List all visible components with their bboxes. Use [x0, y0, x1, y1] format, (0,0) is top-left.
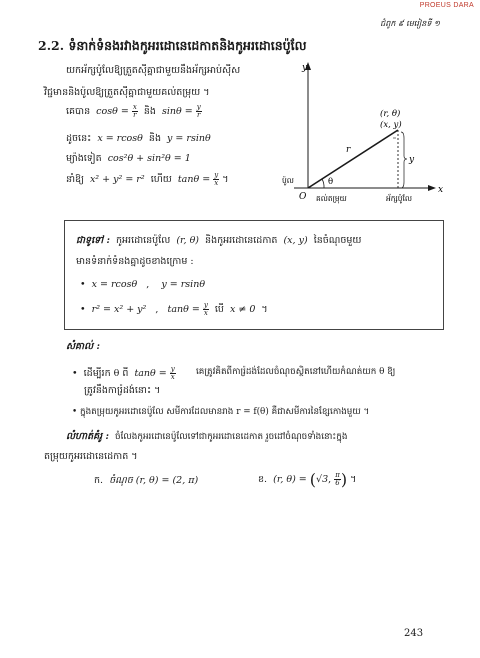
summary-eq-x: x = rcosθ [91, 279, 138, 290]
example-b-fraction [334, 472, 341, 487]
summary-cartesian-word: និងកូអរដោនេដេកាត [205, 235, 278, 246]
summary-bullet-2 [80, 302, 268, 317]
intro-line-6-mid: ហើយ [150, 174, 172, 185]
theta-label: θ [328, 177, 334, 187]
intro-line-3 [66, 104, 202, 119]
example-line-1 [66, 430, 347, 444]
intro-line-4 [66, 132, 211, 145]
remark-1-num: y [170, 365, 175, 373]
summary-tan-num: y [203, 301, 208, 309]
y-brace [401, 132, 407, 188]
point-polar-label: (r, θ) [380, 109, 401, 119]
section-title: 2.2. ទំនាក់ទំនងរវាងកូអរដោនេដេកាតនិងកូអរដោនេប៉ូលែ [38, 38, 307, 53]
example-b-lhs: (r, θ) = [273, 474, 307, 485]
remark-1-line-1 [72, 366, 176, 381]
summary-tan-fraction [203, 302, 209, 317]
summary-polar-coord: (r, θ) [176, 235, 199, 246]
example-a-label: ក. [94, 475, 104, 486]
remark-1-den: x [170, 373, 175, 381]
r-label: r [346, 145, 351, 155]
y-axis-label: y [302, 63, 308, 73]
polar-cartesian-figure [280, 58, 460, 208]
example-part-a [94, 474, 198, 487]
origin-label: O [299, 192, 307, 202]
sin-den: r [197, 111, 201, 119]
example-b-num: π [335, 471, 340, 479]
and-word: និង [143, 106, 156, 117]
tan-label: tanθ = [177, 174, 211, 185]
summary-point-word: នៃចំណុចមួយ [313, 235, 362, 246]
pole-label: ប៉ូល [282, 176, 294, 185]
remark-2 [72, 406, 369, 419]
summary-eq-y: y = rsinθ [161, 279, 206, 290]
intro-line-1: យកអ័ក្សប៉ូលែឱ្យត្រួតស៊ីគ្នាជាមួយនឹងអ័ក្សអាប់ស៊ីស [66, 65, 241, 76]
summary-sep-2: , [155, 304, 159, 315]
summary-line-2: មានទំនាក់ទំនងគ្នាដូចខាងក្រោម : [76, 256, 194, 267]
summary-cond-word: បើ [214, 304, 224, 315]
chapter-header: ជំពូក ៩ មេរៀនទី ១ [380, 19, 440, 28]
summary-line-1 [76, 234, 361, 247]
example-b-sqrt: √3 [316, 474, 329, 485]
example-b-label: ខ. [258, 474, 268, 485]
eq-x-rcos: x = rcosθ [97, 133, 143, 144]
summary-sep-1: , [146, 279, 150, 290]
remark-1-b: គេត្រូវគិតពីការ៉្រដង់ដែលចំណុចស្ថិតនៅហើយកំណត់យក θ ឱ្យ [196, 367, 396, 377]
tan-den: x [214, 179, 219, 187]
remark-1-c: ត្រូវនឹងការ៉្រដង់នោះ ។ [84, 385, 161, 396]
example-text-2: តម្រុយកូអរដោនេដេកាត ។ [44, 451, 138, 462]
remark-1-fraction [170, 366, 176, 381]
remark-1-tan: tanθ = [134, 368, 167, 379]
intro-line-2: វិជ្ជមាននិងប៉ូលឱ្យត្រួតស៊ីគ្នាជាមួយគល់តម្រុយ ។ [44, 87, 210, 98]
summary-tan-label: tanθ = [167, 304, 200, 315]
summary-cartesian-coord: (x, y) [283, 235, 308, 246]
intro-line-3-lead: គេបាន [66, 106, 91, 117]
x-axis-label: x [438, 185, 444, 195]
left-paren: ( [309, 470, 317, 489]
angle-arc [322, 179, 324, 188]
sin-num: y [196, 103, 201, 111]
end-mark: ។ [222, 174, 229, 185]
summary-cond: x ≠ 0 [229, 304, 256, 315]
example-a-text: ចំណុច (r, θ) = (2, π) [109, 475, 199, 486]
intro-line-5 [66, 152, 191, 165]
intro-line-5-lead: ម្យ៉ាងទៀត [66, 153, 102, 164]
example-heading: លំហាត់គំរូ : [66, 431, 109, 442]
remark-1-a: ដើម្បីរក θ ពី [83, 368, 129, 379]
y-segment-label: y [409, 155, 415, 165]
summary-end: ។ [261, 304, 268, 315]
summary-polar-word: កូអរដោនេប៉ូលែ [116, 235, 171, 246]
cos-fraction [132, 104, 138, 119]
cos-num: x [132, 103, 137, 111]
initial-ray-label: គល់តម្រុយ [316, 194, 347, 203]
summary-heading: ជាទូទៅ : [76, 235, 110, 246]
remarks-heading: សំគាល់ : [66, 341, 100, 352]
summary-bullet-1 [80, 278, 205, 291]
example-part-b: ខ. (r, θ) = (√3, $\frac{\pi}{6}$ ) ។ [258, 470, 357, 489]
example-b-den: 6 [335, 479, 340, 487]
example-text-1: ចំលែងកូអរដោនេប៉ូលែទៅជាកូអរដោនេដេកាត រួចដៅចំណុចទាំងនោះក្នុង [115, 432, 348, 442]
tan-fraction [213, 172, 219, 187]
brand-watermark: PROEUS DARA [419, 2, 474, 9]
intro-line-4-lead: ដូចនេះ [66, 133, 92, 144]
summary-tan-den: x [203, 309, 208, 317]
page-number: 243 [404, 628, 424, 639]
summary-eq-r2: r² = x² + y² [91, 304, 147, 315]
bullet-dot: • [80, 304, 86, 315]
intro-line-6-lead: នាំឱ្យ [66, 174, 84, 185]
sin-fraction [196, 104, 202, 119]
right-paren: ) [340, 470, 348, 489]
and-word-2: និង [148, 133, 161, 144]
tan-num: y [214, 171, 219, 179]
eq-x2-y2-r2: x² + y² = r² [89, 174, 145, 185]
cos-den: r [133, 111, 137, 119]
remark-2-text: ក្នុងតម្រុយកូអរដោនេប៉ូលែ សមីការដែលមានរាង r = f(θ) គឺជាសមីការនៃខ្សែកោងមួយ ។ [80, 407, 370, 417]
cos-label: cosθ = [96, 106, 129, 117]
bullet-dot: • [72, 368, 78, 379]
x-axis-arrow [428, 185, 436, 191]
eq-pythagorean-identity: cos²θ + sin²θ = 1 [107, 153, 191, 164]
eq-y-rsin: y = rsinθ [167, 133, 211, 144]
bullet-dot: • [72, 407, 78, 417]
radius-line [308, 130, 398, 188]
sin-label: sinθ = [161, 106, 193, 117]
intro-line-6 [66, 172, 228, 187]
bullet-dot: • [80, 279, 86, 290]
polar-axis-label: អ័ក្សប៉ូលែ [386, 194, 413, 203]
point-cartesian-label: (x, y) [380, 120, 402, 130]
example-b-end: ។ [350, 474, 357, 485]
